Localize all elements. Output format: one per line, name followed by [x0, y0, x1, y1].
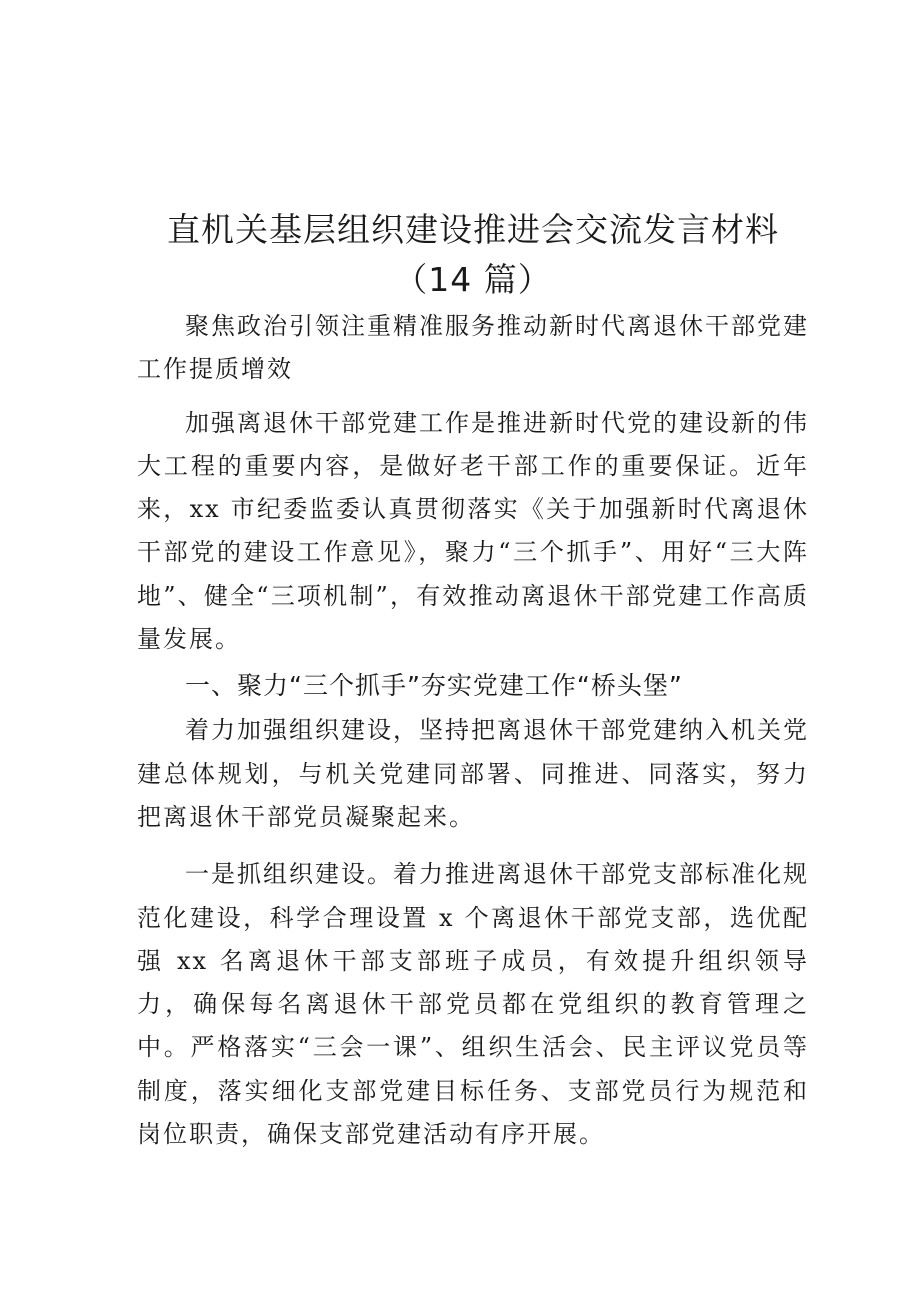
section-paragraph-1: 着力加强组织建设，坚持把离退休干部党建纳入机关党建总体规划，与机关党建同部署、同推进、同落实，努力把离退休干部党员凝聚起来。	[137, 716, 809, 831]
title-line-1: 直机关基层组织建设推进会交流发言材料	[167, 210, 779, 249]
section-paragraph-2: 一是抓组织建设。着力推进离退休干部党支部标准化规范化建设，科学合理设置 x 个离退休干部党支部，选优配强 xx 名离退休干部支部班子成员，有效提升组织领导力，确保每名离退休干部党员都在党组织的教育管理之中。严格落实“三会一课”、组织生活会、民主评议党员等制度，落实细化支部党建目标任务、支部党员行为规范和岗位职责，确保支部党建活动有序开展。	[137, 860, 809, 1149]
document-page	[137, 205, 809, 1156]
title-line-2: （14 篇）	[394, 260, 552, 299]
section-heading: 一、聚力“三个抓手”夯实党建工作“桥头堡”	[185, 671, 683, 701]
article-subtitle: 聚焦政治引领注重精准服务推动新时代离退休干部党建工作提质增效	[137, 312, 809, 384]
document-title	[137, 205, 809, 305]
intro-paragraph: 加强离退休干部党建工作是推进新时代党的建设新的伟大工程的重要内容，是做好老干部工作的重要保证。近年来，xx 市纪委监委认真贯彻落实《关于加强新时代离退休干部党的建设工作意见》，聚力“三个抓手”、用好“三大阵地”、健全“三项机制”，有效推动离退休干部党建工作高质量发展。	[137, 408, 809, 654]
